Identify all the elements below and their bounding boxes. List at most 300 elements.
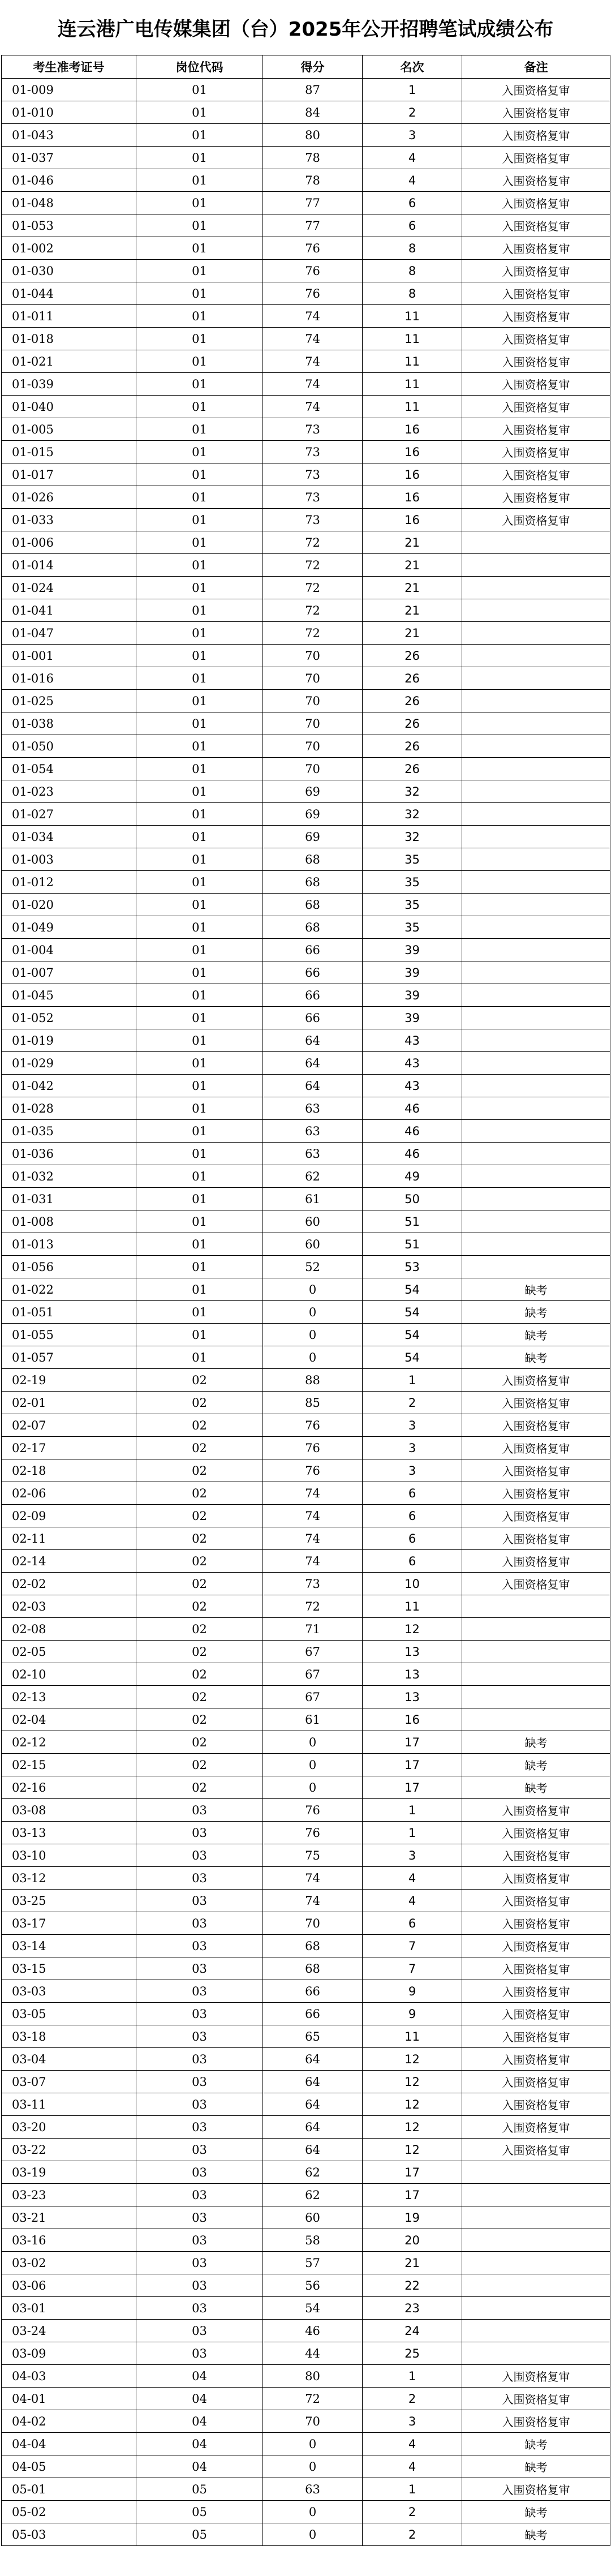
table-row <box>2 1459 610 1482</box>
exam-id-cell: 01-055 <box>2 1324 136 1346</box>
exam-id-cell: 01-017 <box>2 463 136 486</box>
table-row <box>2 1957 610 1980</box>
rank-cell: 6 <box>363 1505 462 1527</box>
remark-cell: 入围资格复审 <box>462 214 610 237</box>
rank-cell: 17 <box>363 2161 462 2184</box>
table-row <box>2 260 610 282</box>
header-exam-id: 考生准考证号 <box>2 55 136 79</box>
exam-id-cell: 01-020 <box>2 894 136 916</box>
score-cell: 70 <box>263 667 363 690</box>
table-row <box>2 803 610 826</box>
rank-cell: 4 <box>363 147 462 169</box>
remark-cell: 入围资格复审 <box>462 1799 610 1822</box>
position-code-cell: 02 <box>136 1573 263 1595</box>
header-position-code: 岗位代码 <box>136 55 263 79</box>
table-row <box>2 2071 610 2093</box>
score-cell: 62 <box>263 1165 363 1188</box>
rank-cell: 22 <box>363 2274 462 2297</box>
table-row <box>2 2365 610 2388</box>
remark-cell: 入围资格复审 <box>462 1573 610 1595</box>
score-cell: 74 <box>263 1527 363 1550</box>
exam-id-cell: 03-06 <box>2 2274 136 2297</box>
rank-cell: 3 <box>363 1437 462 1459</box>
exam-id-cell: 01-009 <box>2 79 136 101</box>
position-code-cell: 01 <box>136 1278 263 1301</box>
score-cell: 72 <box>263 554 363 577</box>
table-row <box>2 328 610 350</box>
exam-id-cell: 02-10 <box>2 1663 136 1686</box>
rank-cell: 35 <box>363 894 462 916</box>
score-cell: 69 <box>263 803 363 826</box>
remark-cell <box>462 939 610 961</box>
position-code-cell: 03 <box>136 2025 263 2048</box>
remark-cell: 缺考 <box>462 1731 610 1754</box>
table-row <box>2 1754 610 1776</box>
position-code-cell: 02 <box>136 1505 263 1527</box>
position-code-cell: 01 <box>136 282 263 305</box>
position-code-cell: 02 <box>136 1776 263 1799</box>
table-row <box>2 1912 610 1935</box>
remark-cell <box>462 667 610 690</box>
remark-cell: 缺考 <box>462 1301 610 1324</box>
rank-cell: 16 <box>363 441 462 463</box>
position-code-cell: 01 <box>136 305 263 328</box>
rank-cell: 43 <box>363 1052 462 1075</box>
score-cell: 70 <box>263 690 363 712</box>
table-row <box>2 214 610 237</box>
exam-id-cell: 01-037 <box>2 147 136 169</box>
remark-cell <box>462 1029 610 1052</box>
rank-cell: 16 <box>363 418 462 441</box>
remark-cell <box>462 531 610 554</box>
score-cell: 66 <box>263 961 363 984</box>
table-row <box>2 2093 610 2116</box>
table-row <box>2 2297 610 2320</box>
position-code-cell: 01 <box>136 894 263 916</box>
remark-cell: 入围资格复审 <box>462 260 610 282</box>
table-header-row <box>2 55 610 79</box>
score-cell: 74 <box>263 396 363 418</box>
rank-cell: 19 <box>363 2206 462 2229</box>
exam-id-cell: 02-13 <box>2 1686 136 1708</box>
score-cell: 63 <box>263 1120 363 1143</box>
remark-cell: 缺考 <box>462 2433 610 2455</box>
score-cell: 54 <box>263 2297 363 2320</box>
position-code-cell: 04 <box>136 2455 263 2478</box>
exam-id-cell: 03-13 <box>2 1822 136 1844</box>
score-cell: 56 <box>263 2274 363 2297</box>
score-cell: 70 <box>263 645 363 667</box>
table-row <box>2 1029 610 1052</box>
exam-id-cell: 03-21 <box>2 2206 136 2229</box>
remark-cell: 入围资格复审 <box>462 79 610 101</box>
remark-cell: 入围资格复审 <box>462 1867 610 1890</box>
position-code-cell: 01 <box>136 1120 263 1143</box>
table-row <box>2 79 610 101</box>
rank-cell: 4 <box>363 2455 462 2478</box>
remark-cell <box>462 1708 610 1731</box>
table-row <box>2 1618 610 1641</box>
score-cell: 84 <box>263 101 363 124</box>
remark-cell: 入围资格复审 <box>462 441 610 463</box>
position-code-cell: 03 <box>136 2297 263 2320</box>
rank-cell: 54 <box>363 1301 462 1324</box>
position-code-cell: 01 <box>136 848 263 871</box>
rank-cell: 16 <box>363 463 462 486</box>
table-row <box>2 2478 610 2501</box>
score-cell: 61 <box>263 1188 363 1210</box>
rank-cell: 21 <box>363 531 462 554</box>
remark-cell <box>462 1052 610 1075</box>
position-code-cell: 01 <box>136 1210 263 1233</box>
position-code-cell: 01 <box>136 373 263 396</box>
remark-cell: 入围资格复审 <box>462 2116 610 2139</box>
score-cell: 0 <box>263 2455 363 2478</box>
rank-cell: 24 <box>363 2320 462 2342</box>
score-cell: 77 <box>263 214 363 237</box>
rank-cell: 17 <box>363 1754 462 1776</box>
score-cell: 70 <box>263 1912 363 1935</box>
table-row <box>2 373 610 396</box>
rank-cell: 17 <box>363 2184 462 2206</box>
rank-cell: 11 <box>363 350 462 373</box>
position-code-cell: 01 <box>136 1052 263 1075</box>
rank-cell: 16 <box>363 1708 462 1731</box>
score-cell: 76 <box>263 237 363 260</box>
rank-cell: 1 <box>363 2478 462 2501</box>
remark-cell: 入围资格复审 <box>462 486 610 509</box>
remark-cell: 入围资格复审 <box>462 1822 610 1844</box>
exam-id-cell: 03-10 <box>2 1844 136 1867</box>
position-code-cell: 01 <box>136 961 263 984</box>
rank-cell: 1 <box>363 1799 462 1822</box>
table-row <box>2 1708 610 1731</box>
rank-cell: 46 <box>363 1097 462 1120</box>
exam-id-cell: 01-029 <box>2 1052 136 1075</box>
score-cell: 0 <box>263 1776 363 1799</box>
exam-id-cell: 02-12 <box>2 1731 136 1754</box>
score-cell: 68 <box>263 894 363 916</box>
table-row <box>2 1663 610 1686</box>
score-cell: 62 <box>263 2184 363 2206</box>
exam-id-cell: 04-04 <box>2 2433 136 2455</box>
table-row <box>2 1120 610 1143</box>
remark-cell: 入围资格复审 <box>462 237 610 260</box>
position-code-cell: 03 <box>136 2206 263 2229</box>
table-row <box>2 169 610 192</box>
rank-cell: 4 <box>363 169 462 192</box>
remark-cell: 入围资格复审 <box>462 305 610 328</box>
remark-cell <box>462 1641 610 1663</box>
score-cell: 66 <box>263 1980 363 2003</box>
score-cell: 87 <box>263 79 363 101</box>
position-code-cell: 01 <box>136 826 263 848</box>
rank-cell: 8 <box>363 237 462 260</box>
position-code-cell: 02 <box>136 1686 263 1708</box>
position-code-cell: 02 <box>136 1392 263 1414</box>
rank-cell: 39 <box>363 984 462 1007</box>
exam-id-cell: 01-010 <box>2 101 136 124</box>
score-cell: 0 <box>263 2523 363 2546</box>
position-code-cell: 01 <box>136 622 263 645</box>
remark-cell <box>462 848 610 871</box>
exam-id-cell: 02-08 <box>2 1618 136 1641</box>
rank-cell: 26 <box>363 712 462 735</box>
exam-id-cell: 01-045 <box>2 984 136 1007</box>
rank-cell: 25 <box>363 2342 462 2365</box>
exam-id-cell: 01-049 <box>2 916 136 939</box>
exam-id-cell: 02-14 <box>2 1550 136 1573</box>
position-code-cell: 01 <box>136 1165 263 1188</box>
table-row <box>2 1980 610 2003</box>
position-code-cell: 04 <box>136 2410 263 2433</box>
exam-id-cell: 02-02 <box>2 1573 136 1595</box>
score-cell: 73 <box>263 463 363 486</box>
position-code-cell: 03 <box>136 1844 263 1867</box>
rank-cell: 7 <box>363 1957 462 1980</box>
score-cell: 72 <box>263 1595 363 1618</box>
rank-cell: 43 <box>363 1029 462 1052</box>
remark-cell <box>462 984 610 1007</box>
score-cell: 73 <box>263 509 363 531</box>
remark-cell: 入围资格复审 <box>462 1369 610 1392</box>
rank-cell: 12 <box>363 2093 462 2116</box>
position-code-cell: 05 <box>136 2523 263 2546</box>
position-code-cell: 04 <box>136 2365 263 2388</box>
table-row <box>2 1822 610 1844</box>
table-row <box>2 1369 610 1392</box>
exam-id-cell: 04-05 <box>2 2455 136 2478</box>
score-cell: 58 <box>263 2229 363 2252</box>
table-row <box>2 577 610 599</box>
exam-id-cell: 04-01 <box>2 2388 136 2410</box>
exam-id-cell: 03-02 <box>2 2252 136 2274</box>
position-code-cell: 01 <box>136 1233 263 1256</box>
exam-id-cell: 05-01 <box>2 2478 136 2501</box>
exam-id-cell: 01-040 <box>2 396 136 418</box>
position-code-cell: 04 <box>136 2433 263 2455</box>
remark-cell: 入围资格复审 <box>462 1957 610 1980</box>
position-code-cell: 03 <box>136 2342 263 2365</box>
rank-cell: 4 <box>363 1890 462 1912</box>
table-row <box>2 2048 610 2071</box>
position-code-cell: 01 <box>136 531 263 554</box>
exam-id-cell: 01-008 <box>2 1210 136 1233</box>
remark-cell <box>462 803 610 826</box>
rank-cell: 3 <box>363 2410 462 2433</box>
table-row <box>2 350 610 373</box>
table-row <box>2 1233 610 1256</box>
table-row <box>2 1143 610 1165</box>
score-cell: 76 <box>263 1414 363 1437</box>
position-code-cell: 01 <box>136 214 263 237</box>
remark-cell <box>462 916 610 939</box>
exam-id-cell: 01-004 <box>2 939 136 961</box>
rank-cell: 12 <box>363 2071 462 2093</box>
position-code-cell: 01 <box>136 1324 263 1346</box>
position-code-cell: 02 <box>136 1459 263 1482</box>
position-code-cell: 02 <box>136 1595 263 1618</box>
rank-cell: 26 <box>363 667 462 690</box>
position-code-cell: 03 <box>136 2003 263 2025</box>
exam-id-cell: 03-04 <box>2 2048 136 2071</box>
rank-cell: 35 <box>363 871 462 894</box>
remark-cell: 入围资格复审 <box>462 282 610 305</box>
remark-cell: 入围资格复审 <box>462 1392 610 1414</box>
position-code-cell: 03 <box>136 1867 263 1890</box>
position-code-cell: 03 <box>136 1822 263 1844</box>
table-row <box>2 848 610 871</box>
score-cell: 63 <box>263 1143 363 1165</box>
score-cell: 73 <box>263 418 363 441</box>
remark-cell: 缺考 <box>462 1346 610 1369</box>
table-row <box>2 1188 610 1210</box>
position-code-cell: 01 <box>136 1007 263 1029</box>
rank-cell: 6 <box>363 1912 462 1935</box>
exam-id-cell: 02-05 <box>2 1641 136 1663</box>
table-row <box>2 1550 610 1573</box>
remark-cell <box>462 2184 610 2206</box>
remark-cell <box>462 1143 610 1165</box>
exam-id-cell: 02-17 <box>2 1437 136 1459</box>
table-row <box>2 1097 610 1120</box>
rank-cell: 13 <box>363 1641 462 1663</box>
exam-id-cell: 01-057 <box>2 1346 136 1369</box>
remark-cell: 入围资格复审 <box>462 1912 610 1935</box>
exam-id-cell: 03-09 <box>2 2342 136 2365</box>
table-row <box>2 2184 610 2206</box>
exam-id-cell: 01-027 <box>2 803 136 826</box>
rank-cell: 4 <box>363 1867 462 1890</box>
table-row <box>2 486 610 509</box>
rank-cell: 26 <box>363 735 462 758</box>
score-cell: 0 <box>263 1324 363 1346</box>
score-cell: 63 <box>263 1097 363 1120</box>
table-row <box>2 1595 610 1618</box>
rank-cell: 7 <box>363 1935 462 1957</box>
exam-id-cell: 01-016 <box>2 667 136 690</box>
remark-cell <box>462 1097 610 1120</box>
score-table <box>1 55 610 2546</box>
exam-id-cell: 03-20 <box>2 2116 136 2139</box>
position-code-cell: 02 <box>136 1663 263 1686</box>
exam-id-cell: 05-02 <box>2 2501 136 2523</box>
rank-cell: 11 <box>363 328 462 350</box>
rank-cell: 17 <box>363 1731 462 1754</box>
score-cell: 67 <box>263 1663 363 1686</box>
table-row <box>2 1505 610 1527</box>
exam-id-cell: 03-12 <box>2 1867 136 1890</box>
rank-cell: 46 <box>363 1120 462 1143</box>
position-code-cell: 03 <box>136 2139 263 2161</box>
rank-cell: 11 <box>363 373 462 396</box>
remark-cell: 入围资格复审 <box>462 509 610 531</box>
score-cell: 74 <box>263 350 363 373</box>
table-row <box>2 758 610 780</box>
table-row <box>2 1844 610 1867</box>
table-row <box>2 894 610 916</box>
remark-cell: 入围资格复审 <box>462 124 610 147</box>
table-row <box>2 237 610 260</box>
exam-id-cell: 01-043 <box>2 124 136 147</box>
remark-cell <box>462 894 610 916</box>
exam-id-cell: 03-14 <box>2 1935 136 1957</box>
position-code-cell: 03 <box>136 2161 263 2184</box>
position-code-cell: 01 <box>136 803 263 826</box>
table-row <box>2 2501 610 2523</box>
rank-cell: 10 <box>363 1573 462 1595</box>
exam-id-cell: 02-04 <box>2 1708 136 1731</box>
exam-id-cell: 03-17 <box>2 1912 136 1935</box>
rank-cell: 23 <box>363 2297 462 2320</box>
rank-cell: 16 <box>363 486 462 509</box>
table-row <box>2 2206 610 2229</box>
table-row <box>2 305 610 328</box>
remark-cell <box>462 1007 610 1029</box>
table-body <box>2 79 610 2546</box>
table-row <box>2 463 610 486</box>
rank-cell: 6 <box>363 1482 462 1505</box>
remark-cell <box>462 2342 610 2365</box>
rank-cell: 11 <box>363 2025 462 2048</box>
position-code-cell: 01 <box>136 780 263 803</box>
remark-cell <box>462 2320 610 2342</box>
exam-id-cell: 01-024 <box>2 577 136 599</box>
remark-cell <box>462 735 610 758</box>
remark-cell <box>462 758 610 780</box>
position-code-cell: 03 <box>136 2071 263 2093</box>
remark-cell <box>462 1165 610 1188</box>
position-code-cell: 01 <box>136 1301 263 1324</box>
table-row <box>2 871 610 894</box>
position-code-cell: 03 <box>136 2116 263 2139</box>
position-code-cell: 03 <box>136 1799 263 1822</box>
exam-id-cell: 03-03 <box>2 1980 136 2003</box>
remark-cell: 入围资格复审 <box>462 2003 610 2025</box>
score-cell: 74 <box>263 1505 363 1527</box>
table-row <box>2 2410 610 2433</box>
score-cell: 0 <box>263 1754 363 1776</box>
table-row <box>2 2523 610 2546</box>
rank-cell: 51 <box>363 1233 462 1256</box>
exam-id-cell: 01-019 <box>2 1029 136 1052</box>
exam-id-cell: 01-026 <box>2 486 136 509</box>
score-cell: 74 <box>263 373 363 396</box>
table-row <box>2 780 610 803</box>
rank-cell: 9 <box>363 2003 462 2025</box>
table-row <box>2 984 610 1007</box>
score-cell: 76 <box>263 1459 363 1482</box>
table-row <box>2 1731 610 1754</box>
exam-id-cell: 01-005 <box>2 418 136 441</box>
remark-cell <box>462 2274 610 2297</box>
score-cell: 60 <box>263 1210 363 1233</box>
exam-id-cell: 02-06 <box>2 1482 136 1505</box>
position-code-cell: 05 <box>136 2478 263 2501</box>
score-cell: 67 <box>263 1686 363 1708</box>
exam-id-cell: 01-015 <box>2 441 136 463</box>
rank-cell: 32 <box>363 826 462 848</box>
rank-cell: 20 <box>363 2229 462 2252</box>
score-cell: 72 <box>263 622 363 645</box>
remark-cell <box>462 961 610 984</box>
table-row <box>2 690 610 712</box>
remark-cell <box>462 2229 610 2252</box>
rank-cell: 1 <box>363 1822 462 1844</box>
rank-cell: 3 <box>363 124 462 147</box>
score-cell: 71 <box>263 1618 363 1641</box>
table-row <box>2 1867 610 1890</box>
